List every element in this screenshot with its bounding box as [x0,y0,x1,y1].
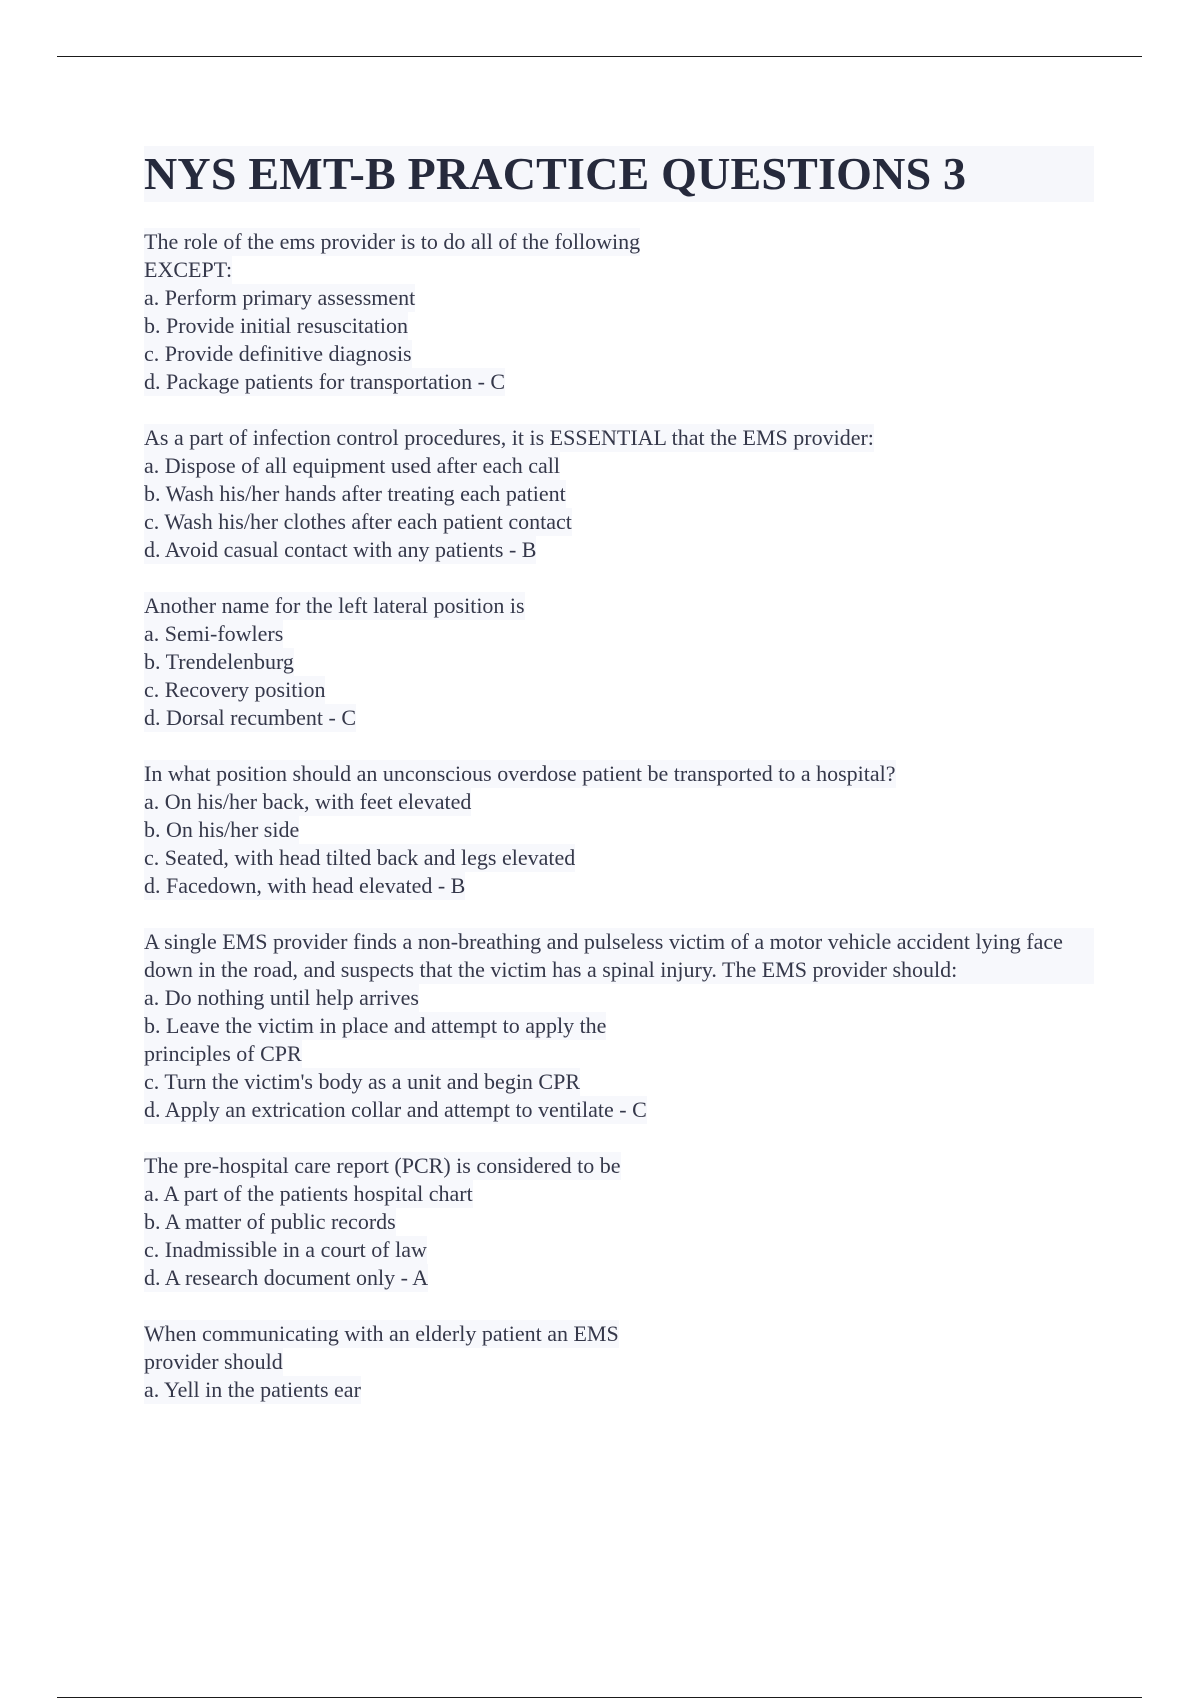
question-2-option-d: d. Avoid casual contact with any patients - B [144,537,537,562]
question-6-stem: The pre-hospital care report (PCR) is considered to be [144,1153,621,1178]
question-2-option-c: c. Wash his/her clothes after each patient contact [144,509,572,534]
question-5-option-b-continued: principles of CPR [144,1041,302,1066]
question-1-stem-line-2: EXCEPT: [144,257,233,282]
question-5-option-c: c. Turn the victim's body as a unit and begin CPR [144,1069,581,1094]
question-1-option-c: c. Provide definitive diagnosis [144,341,412,366]
bottom-rule [57,1697,1142,1698]
question-4-stem: In what position should an unconscious overdose patient be transported to a hospital? [144,761,896,786]
question-5-option-a: a. Do nothing until help arrives [144,985,419,1010]
question-6-option-a: a. A part of the patients hospital chart [144,1181,473,1206]
question-6 [144,1152,1094,1292]
question-4 [144,760,1094,900]
question-6-option-d: d. A research document only - A [144,1265,429,1290]
question-7-stem-line-1: When communicating with an elderly patient an EMS [144,1321,619,1346]
question-1 [144,228,1094,396]
question-1-stem-line-1: The role of the ems provider is to do all of the following [144,229,641,254]
question-7-option-a: a. Yell in the patients ear [144,1377,361,1402]
question-1-option-b: b. Provide initial resuscitation [144,313,408,338]
question-6-option-c: c. Inadmissible in a court of law [144,1237,427,1262]
document-title: NYS EMT-B PRACTICE QUESTIONS 3 [144,146,1094,202]
question-4-option-c: c. Seated, with head tilted back and legs elevated [144,845,576,870]
question-4-option-a: a. On his/her back, with feet elevated [144,789,472,814]
question-6-option-b: b. A matter of public records [144,1209,396,1234]
question-3-stem: Another name for the left lateral position is [144,593,525,618]
question-3 [144,592,1094,732]
question-4-option-b: b. On his/her side [144,817,300,842]
question-5-option-b: b. Leave the victim in place and attempt to apply the [144,1013,607,1038]
question-3-option-a: a. Semi-fowlers [144,621,284,646]
question-3-option-b: b. Trendelenburg [144,649,294,674]
document-body [144,146,1094,1432]
question-5-option-d: d. Apply an extrication collar and attempt to ventilate - C [144,1097,647,1122]
question-7 [144,1320,1094,1404]
question-3-option-c: c. Recovery position [144,677,326,702]
question-2-option-a: a. Dispose of all equipment used after each call [144,453,561,478]
question-5 [144,928,1094,1124]
top-rule [57,56,1142,57]
question-2-option-b: b. Wash his/her hands after treating each patient [144,481,566,506]
question-2 [144,424,1094,564]
question-1-option-a: a. Perform primary assessment [144,285,416,310]
question-2-stem: As a part of infection control procedures, it is ESSENTIAL that the EMS provider: [144,425,874,450]
question-3-option-d: d. Dorsal recumbent - C [144,705,356,730]
question-7-stem-line-2: provider should [144,1349,283,1374]
question-1-option-d: d. Package patients for transportation - C [144,369,506,394]
question-5-stem: A single EMS provider finds a non-breathing and pulseless victim of a motor vehicle accident lying face down in the road, and suspects that the victim has a spinal injury. The EMS provider should: [144,928,1094,984]
question-4-option-d: d. Facedown, with head elevated - B [144,873,466,898]
